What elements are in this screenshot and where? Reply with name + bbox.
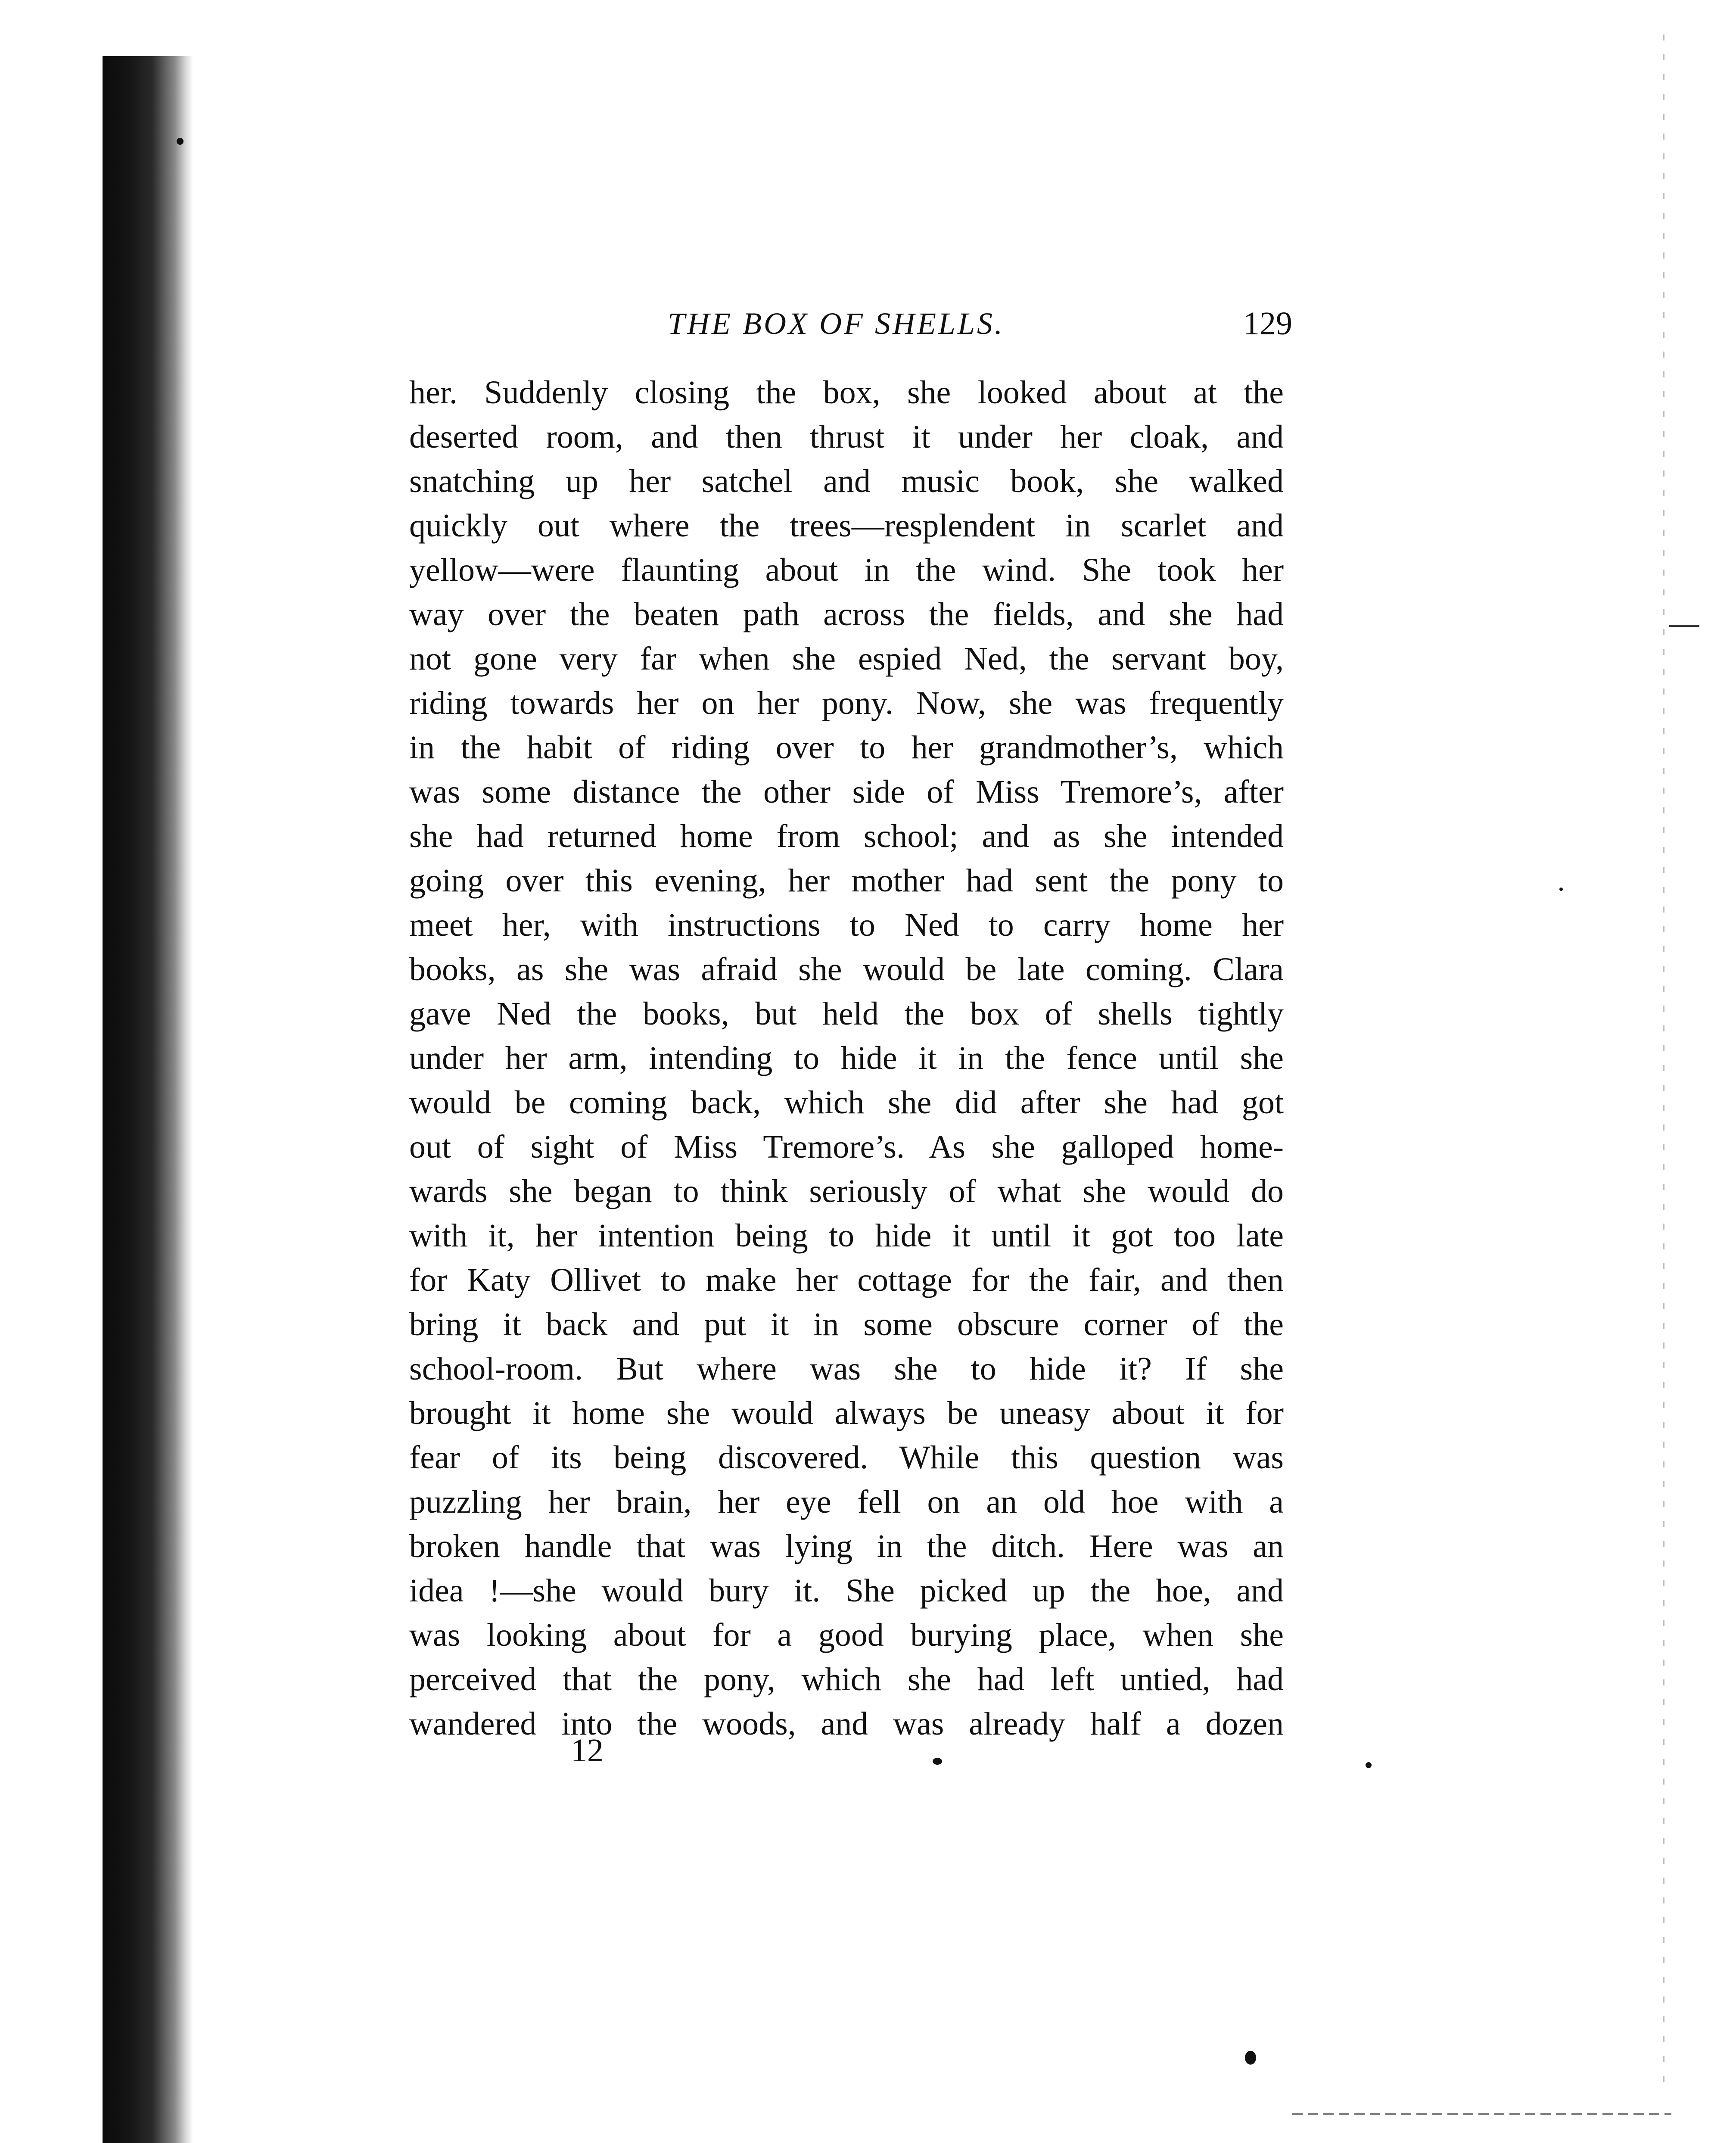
page-header [409,302,1305,349]
binding-shadow [103,56,193,2143]
signature-mark: 12 [571,1732,604,1769]
text-line: wandered into the woods, and was already half a dozen [409,1706,1284,1742]
text-line: going over this evening, her mother had sent the pony to [409,863,1284,899]
text-line: she had returned home from school; and as she intended [409,818,1284,854]
scan-speck [1366,1762,1372,1768]
text-line: yellow—were flaunting about in the wind. She took her [409,552,1284,588]
text-line: perceived that the pony, which she had left untied, had [409,1661,1284,1698]
page-edge-tick [1669,625,1699,627]
text-line: her. Suddenly closing the box, she looked about at the [409,374,1284,411]
text-line: was looking about for a good burying place, when she [409,1617,1284,1653]
text-line: snatching up her satchel and music book, she walked [409,463,1284,499]
text-line: out of sight of Miss Tremore’s. As she galloped home- [409,1129,1284,1165]
text-line: not gone very far when she espied Ned, the servant boy, [409,641,1284,677]
text-line: riding towards her on her pony. Now, she was frequently [409,685,1284,721]
page-edge-marks [1663,34,1664,2094]
text-line: broken handle that was lying in the ditch. Here was an [409,1528,1284,1564]
running-title: THE BOX OF SHELLS. [668,306,1005,341]
text-line: would be coming back, which she did after she had got [409,1084,1284,1121]
text-line: idea !—she would bury it. She picked up the hoe, and [409,1573,1284,1609]
text-line: school-room. But where was she to hide it? If she [409,1351,1284,1387]
scan-speck [933,1758,942,1765]
text-line: for Katy Ollivet to make her cottage for the fair, and then [409,1262,1284,1298]
text-line: bring it back and put it in some obscure corner of the [409,1306,1284,1342]
text-line: wards she began to think seriously of what she would do [409,1173,1284,1209]
text-line: books, as she was afraid she would be late coming. Clara [409,951,1284,987]
text-line: way over the beaten path across the fields, and she had [409,596,1284,632]
scan-speck [1245,2051,1256,2065]
scan-speck [177,138,184,145]
text-line: brought it home she would always be uneasy about it for [409,1395,1284,1431]
text-line: with it, her intention being to hide it until it got too late [409,1218,1284,1254]
page-number: 129 [1243,305,1292,342]
text-line: fear of its being discovered. While this question was [409,1439,1284,1476]
scan-speck [1559,888,1563,891]
text-line: gave Ned the books, but held the box of shells tightly [409,996,1284,1032]
text-line: quickly out where the trees—resplendent in scarlet and [409,508,1284,544]
body-text [409,371,1284,1746]
bottom-edge-marks [1292,2113,1671,2115]
text-line: puzzling her brain, her eye fell on an old hoe with a [409,1484,1284,1520]
text-line: deserted room, and then thrust it under her cloak, and [409,419,1284,455]
text-line: under her arm, intending to hide it in the fence until she [409,1040,1284,1076]
text-line: in the habit of riding over to her grandmother’s, which [409,729,1284,766]
text-line: meet her, with instructions to Ned to carry home her [409,907,1284,943]
text-line: was some distance the other side of Miss Tremore’s, after [409,774,1284,810]
